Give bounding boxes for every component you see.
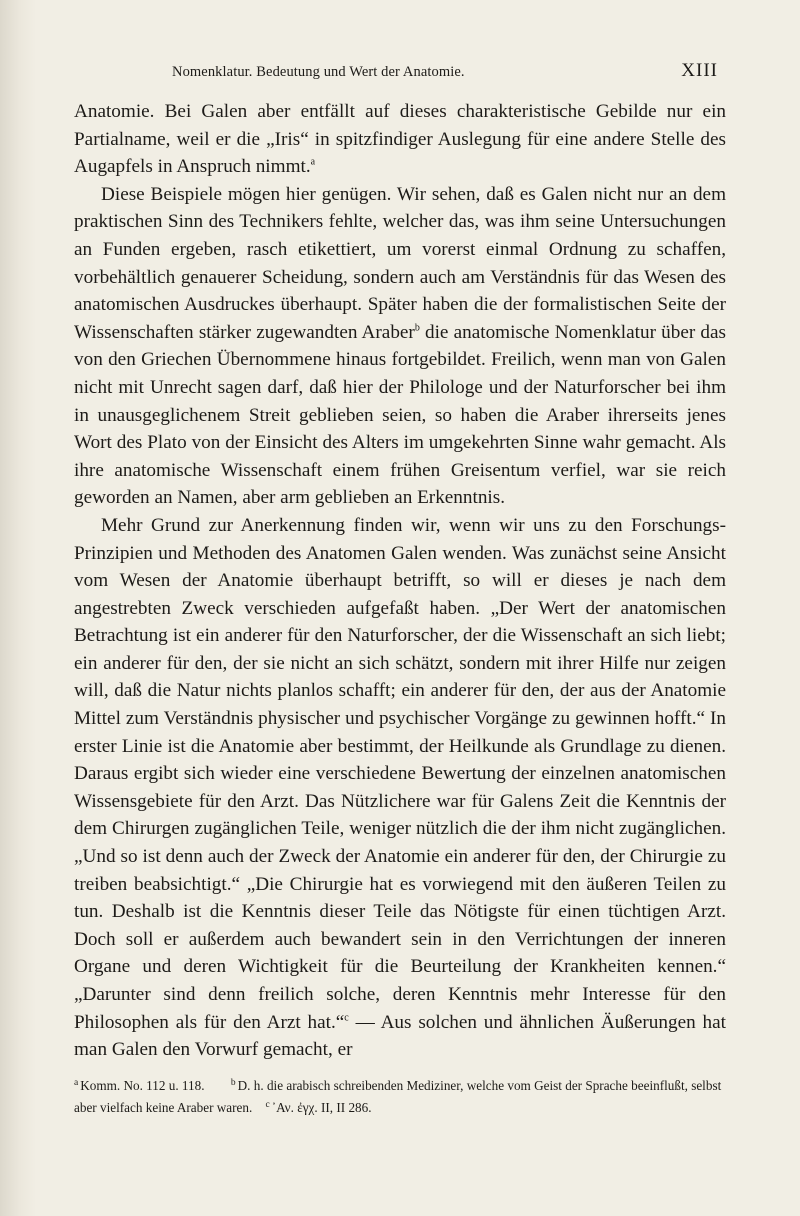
footnote-a-mark: a	[74, 1078, 79, 1088]
footnote-ref-b: b	[414, 322, 420, 334]
paragraph-2	[74, 181, 726, 512]
footnote-ref-a: a	[310, 156, 316, 168]
footnote-c	[265, 1100, 371, 1115]
footnote-c-text: ᾽Αν. ἐγχ. II, II 286.	[271, 1100, 372, 1116]
paragraph-3-text-1: Mehr Grund zur Anerkennung finden wir, wenn wir uns zu den Forschungs-Prinzipien und Methoden des Anatomen Galen wenden. Was zunächst seine Ansicht vom Wesen der Anatomie überhaupt betrifft, so will er dieses je nach dem angestrebten Zweck verschieden aufgefaßt haben. „Der Wert der anatomischen Betrachtung ist ein anderer für den Naturforscher, der die Wissenschaft an sich liebt; ein anderer für den, der sie nicht an sich schätzt, sondern mit ihrer Hilfe nur zeigen will, daß die Natur nichts planlos schafft; ein anderer für den, der aus der Anatomie Mittel zum Verständnis physischer und psychischer Vorgänge zu gewinnen hofft.“ In erster Linie ist die Anatomie aber bestimmt, der Heilkunde als Grundlage zu dienen. Daraus ergibt sich wieder eine verschiedene Bewertung der einzelnen anatomischen Wissensgebiete für den Arzt. Das Nützlichere war für Galens Zeit die Kenntnis der dem Chirurgen zugänglichen Teile, weniger nützlich die der ihm nicht zugänglichen. „Und so ist denn auch der Zweck der Anatomie ein anderer für den, der Chirurgie zu treiben beabsichtigt.“ „Die Chirurgie hat es vorwiegend mit den äußeren Teilen zu tun. Deshalb ist die Kenntnis dieser Teile das Nötigste für einen tüchtigen Arzt. Doch soll er außerdem auch bewandert sein in den Verrichtungen der inneren Organe und deren Wichtigkeit für die Beurteilung der Krankheiten kennen.“ „Darunter sind denn freilich solche, deren Kenntnis mehr Interesse für den Philosophen als für den Arzt hat.“	[74, 514, 726, 1033]
footnotes	[74, 1074, 726, 1118]
paragraph-2-text-1: Diese Beispiele mögen hier genügen. Wir sehen, daß es Galen nicht nur an dem praktischen Sinn des Technikers fehlte, welcher das, was ihm seine Untersuchungen an Funden ergeben, rasch etikettiert, um vorerst einmal Ordnung zu schaffen, vorbehältlich genauerer Scheidung, sondern auch am Verständnis für das Wesen des anatomischen Ausdruckes überhaupt. Später haben die der formalistischen Seite der Wissenschaften stärker zugewandten Araber	[74, 183, 726, 343]
paragraph-3-text-2: — Aus solchen und ähnlichen Äußerungen hat man Galen den Vorwurf gemacht, er	[74, 1011, 726, 1061]
main-text	[74, 98, 726, 1064]
footnote-line	[74, 1074, 726, 1118]
page-number: XIII	[681, 60, 718, 81]
paragraph-1-text: Anatomie. Bei Galen aber entfällt auf dieses charakteristische Gebilde nur ein Partialname, weil er die „Iris“ in spitzfindiger Auslegung für eine andere Stelle des Augapfels in Anspruch nimmt.	[74, 101, 726, 178]
paragraph-3	[74, 512, 726, 1064]
footnote-a-text: Komm. No. 112 u. 118.	[80, 1078, 205, 1094]
footnote-c-mark: c	[265, 1099, 270, 1110]
paragraph-1	[74, 98, 726, 181]
footnote-ref-c: c	[344, 1012, 349, 1024]
running-header-title: Nomenklatur. Bedeutung und Wert der Anatomie.	[172, 64, 465, 80]
page-edge-shadow	[0, 0, 36, 1216]
running-header	[172, 60, 718, 86]
paragraph-2-text-2: die anatomische Nomenklatur über das von den Griechen Übernommene hinaus fortgebildet. Freilich, wenn man von Galen nicht mit Unrecht sagen darf, daß hier der Philologe und der Naturforscher bei ihm in unausgeglichenem Streit geblieben seien, so haben die Araber ihrerseits jenes Wort des Plato von der Einsicht des Alters im umgekehrten Sinne wahr gemacht. Als ihre anatomische Wissenschaft einem frühen Greisentum verfiel, war sie reich geworden an Namen, aber arm geblieben an Erkenntnis.	[74, 321, 726, 509]
footnote-b-mark: b	[230, 1078, 236, 1088]
footnote-b-text: D. h. die arabisch schreibenden Mediziner, welche vom Geist der Sprache beeinflußt, selbst aber vielfach keine Araber waren.	[74, 1078, 722, 1116]
footnote-a	[74, 1078, 205, 1093]
